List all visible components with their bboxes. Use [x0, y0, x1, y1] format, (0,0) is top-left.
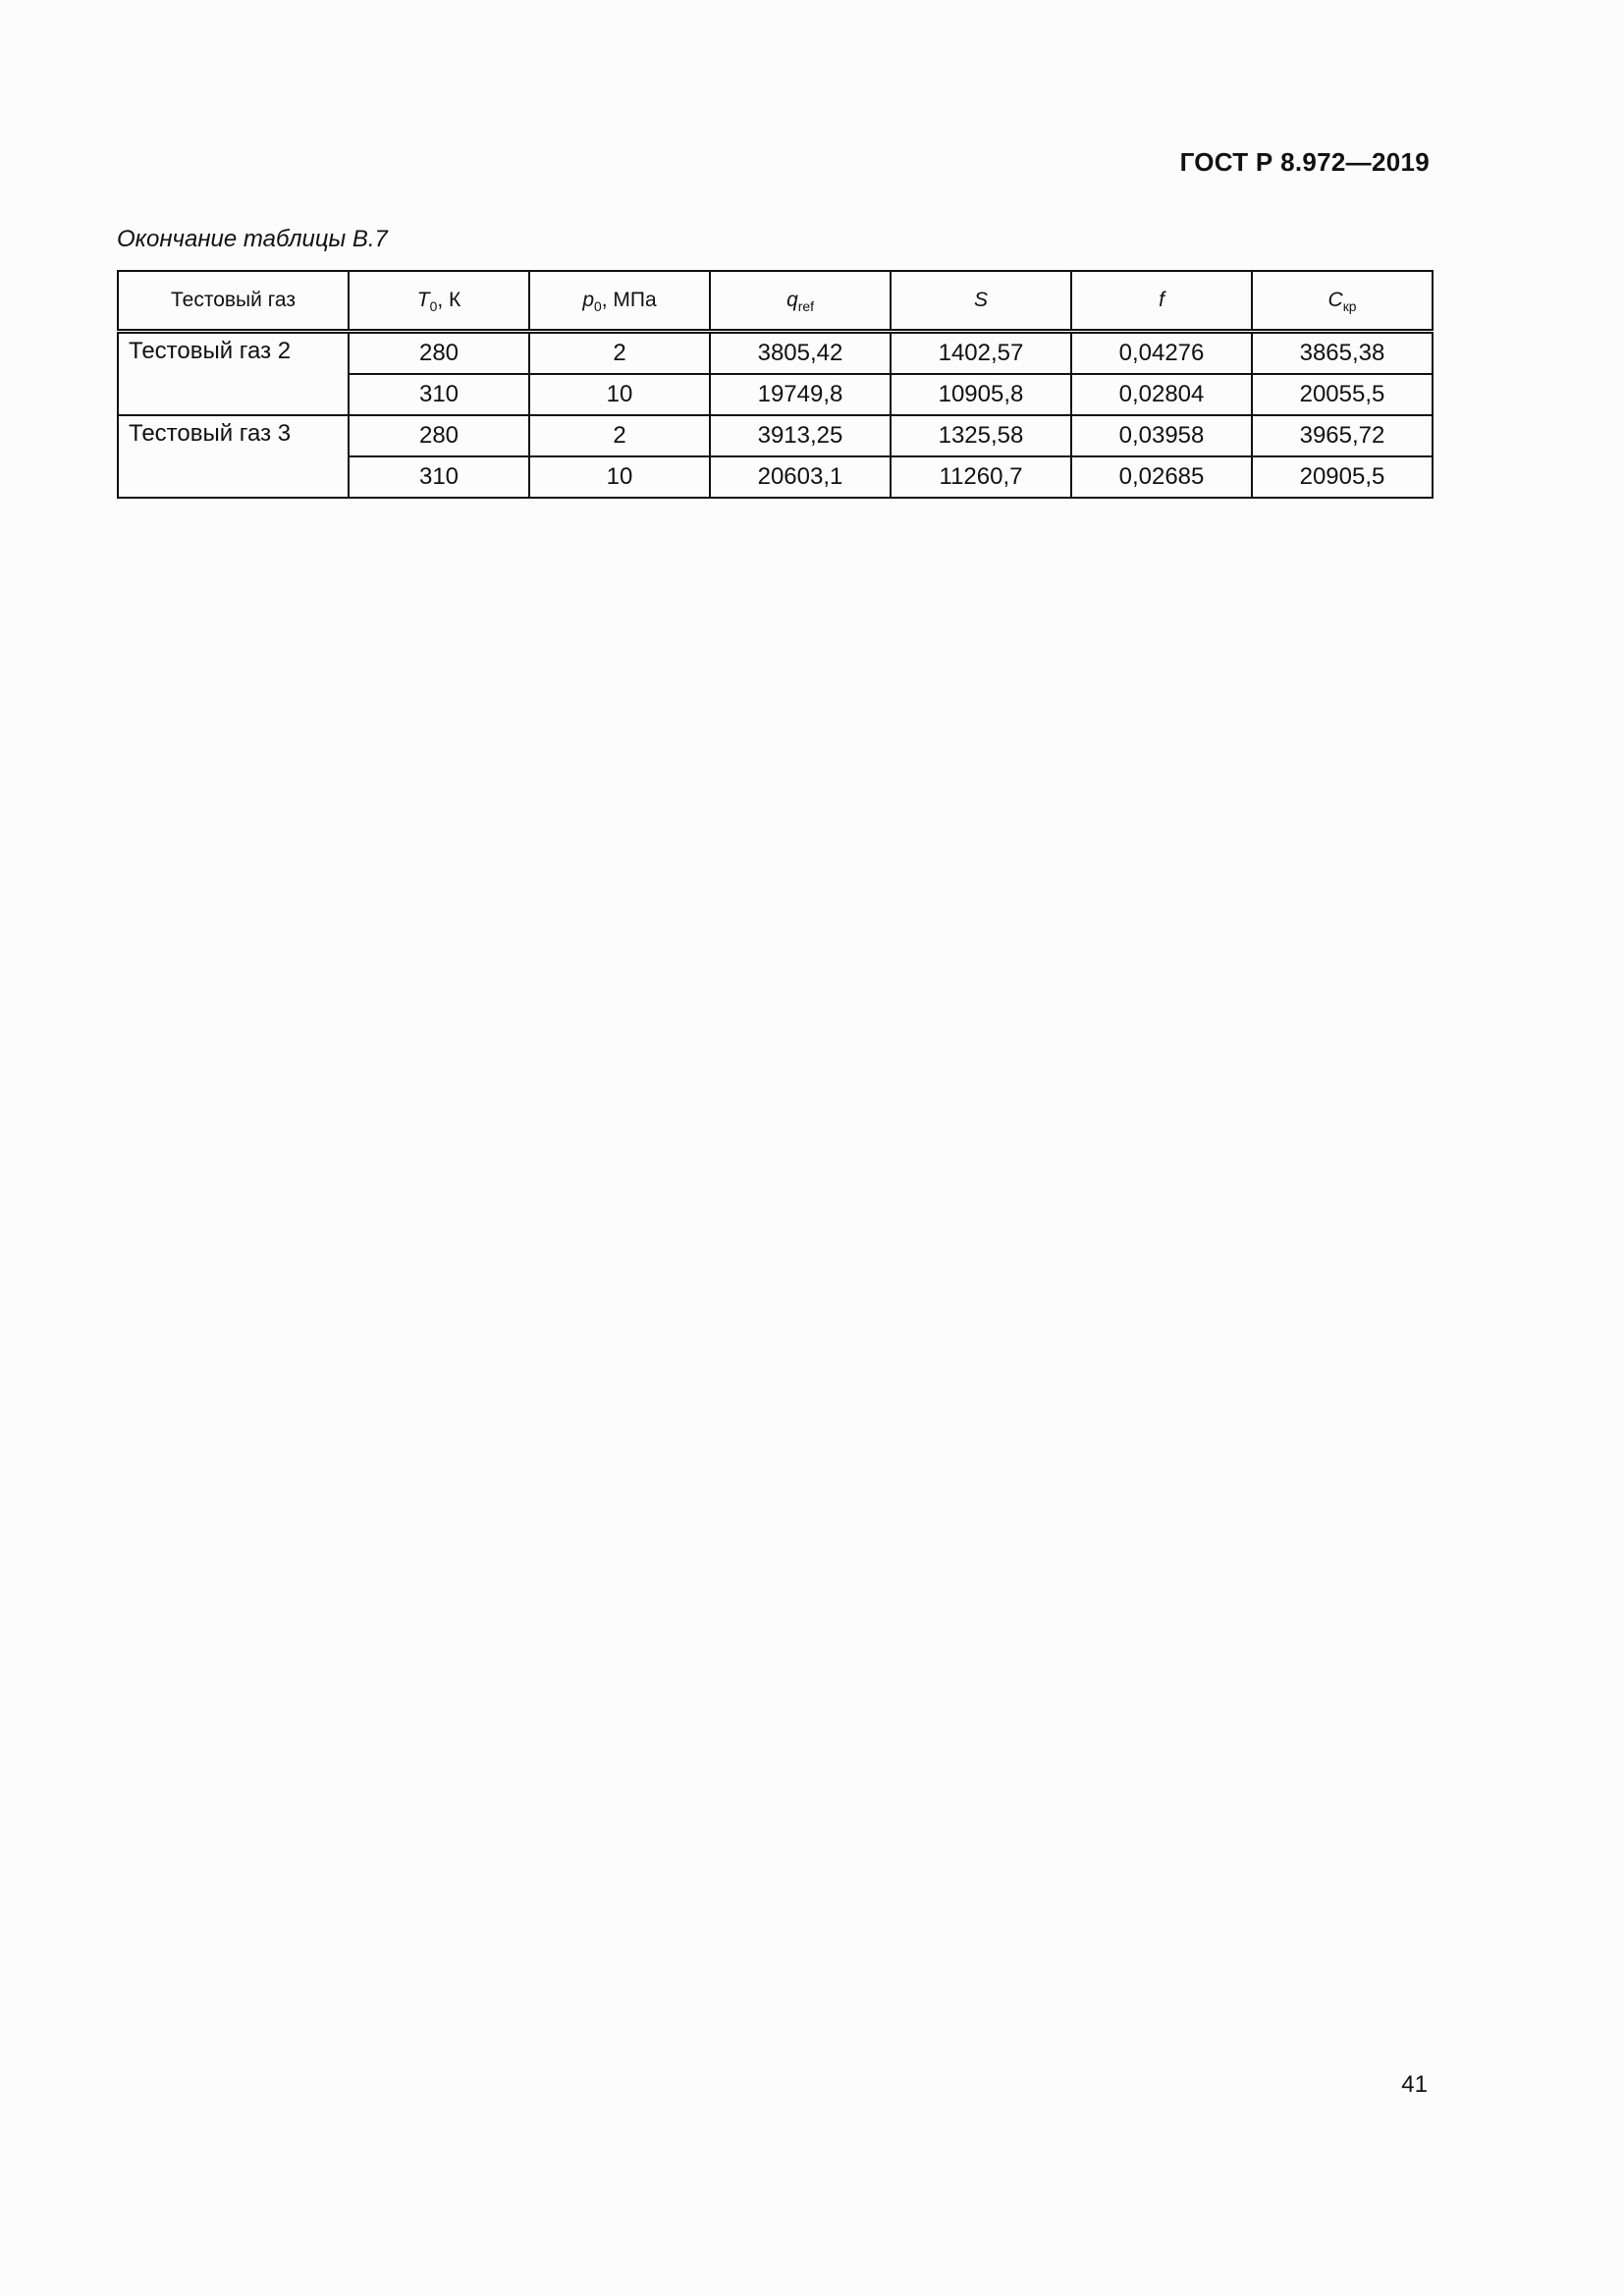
- header-t0: $T_0$, К: [349, 271, 529, 332]
- table-row: [118, 332, 1433, 375]
- ckr-cell: 20055,5: [1252, 374, 1433, 415]
- data-table: [117, 270, 1434, 499]
- s-cell: 1402,57: [891, 332, 1071, 375]
- p0-cell: 10: [529, 374, 710, 415]
- header-s: S: [891, 271, 1071, 332]
- p0-cell: 10: [529, 456, 710, 498]
- p0-cell: 2: [529, 415, 710, 456]
- qref-cell: 3805,42: [710, 332, 891, 375]
- qref-cell: 19749,8: [710, 374, 891, 415]
- t0-cell: 280: [349, 332, 529, 375]
- f-cell: 0,04276: [1071, 332, 1252, 375]
- t0-cell: 280: [349, 415, 529, 456]
- ckr-cell: 20905,5: [1252, 456, 1433, 498]
- qref-cell: 3913,25: [710, 415, 891, 456]
- f-cell: 0,02685: [1071, 456, 1252, 498]
- s-cell: 10905,8: [891, 374, 1071, 415]
- gas-name-cell: Тестовый газ 3: [118, 415, 349, 498]
- table-caption: Окончание таблицы В.7: [117, 226, 388, 252]
- ckr-cell: 3865,38: [1252, 332, 1433, 375]
- gas-name-cell: Тестовый газ 2: [118, 332, 349, 416]
- p0-cell: 2: [529, 332, 710, 375]
- standard-code: ГОСТ Р 8.972—2019: [1179, 147, 1430, 177]
- f-cell: 0,03958: [1071, 415, 1252, 456]
- table-header-row: [118, 271, 1433, 332]
- table-row: [118, 415, 1433, 456]
- t0-cell: 310: [349, 456, 529, 498]
- header-p0: $p_0$, МПа: [529, 271, 710, 332]
- f-cell: 0,02804: [1071, 374, 1252, 415]
- header-gas: Тестовый газ: [118, 271, 349, 332]
- header-ckr: $C_{кр}$: [1252, 271, 1433, 332]
- ckr-cell: 3965,72: [1252, 415, 1433, 456]
- t0-cell: 310: [349, 374, 529, 415]
- s-cell: 11260,7: [891, 456, 1071, 498]
- s-cell: 1325,58: [891, 415, 1071, 456]
- qref-cell: 20603,1: [710, 456, 891, 498]
- page-number: 41: [1401, 2071, 1428, 2098]
- header-f: f: [1071, 271, 1252, 332]
- header-qref: $q_{ref}$: [710, 271, 891, 332]
